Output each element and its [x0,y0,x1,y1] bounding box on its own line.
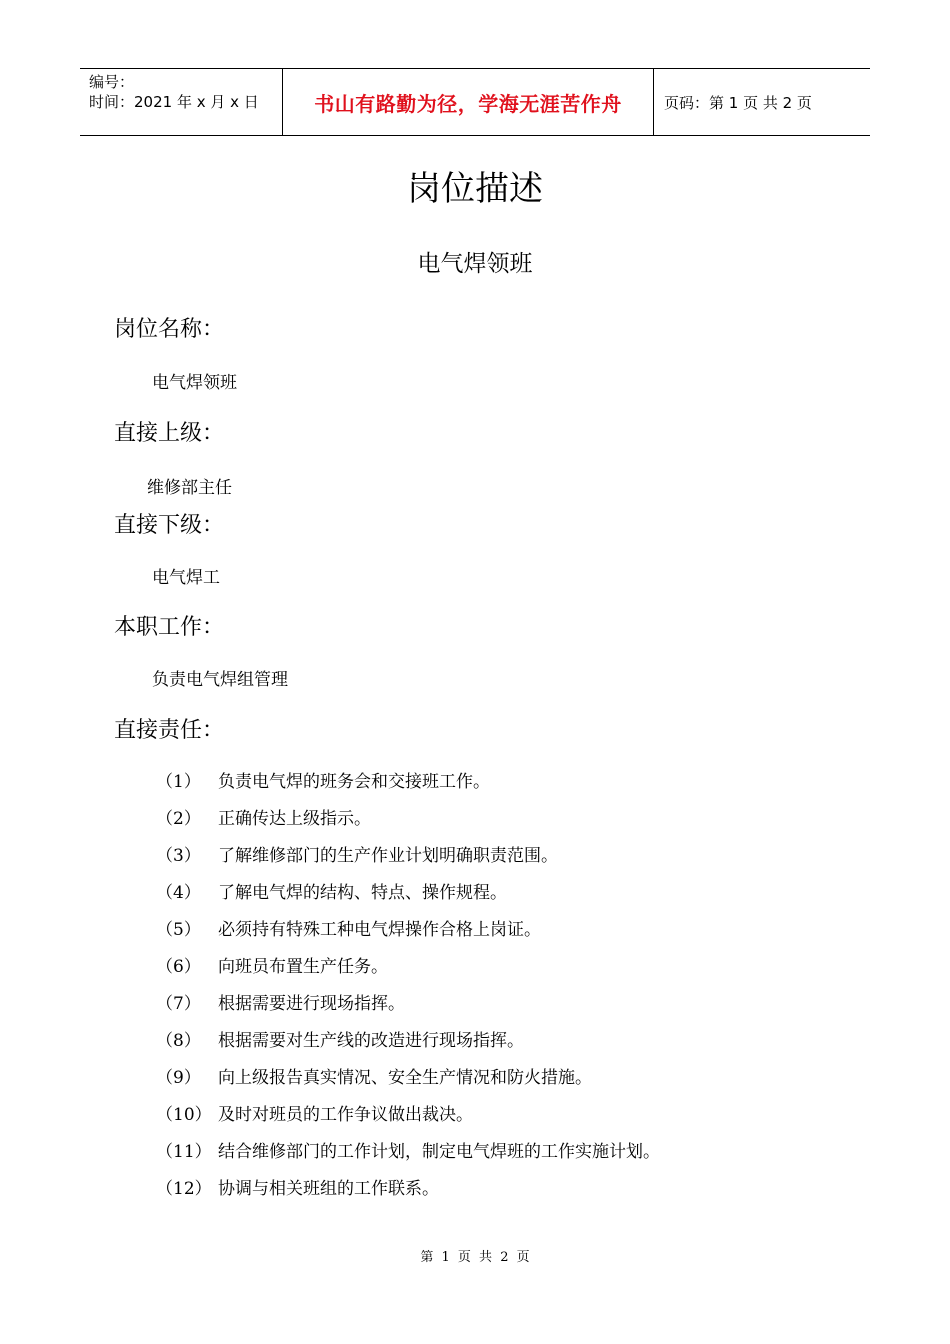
duty-item [156,1103,473,1127]
duty-item [156,1177,439,1201]
header-page-cell [654,69,870,135]
duty-text: 向上级报告真实情况、安全生产情况和防火措施。 [218,1068,592,1088]
duty-text: 向班员布置生产任务。 [218,957,388,977]
duty-text: 了解维修部门的生产作业计划明确职责范围。 [218,846,558,866]
section-heading-name: 岗位名称： [114,317,225,342]
section-heading-subordinate: 直接下级： [114,513,225,538]
duty-number: （1） [156,772,201,792]
doc-code-label: 编号： [89,73,135,91]
header-motto: 书山有路勤为径，学海无涯苦作舟 [314,91,622,116]
doc-title: 岗位描述 [407,169,543,209]
duty-text: 结合维修部门的工作计划，制定电气焊班的工作实施计划。 [218,1142,660,1162]
duty-text: 必须持有特殊工种电气焊操作合格上岗证。 [218,920,541,940]
header-motto-cell [282,69,654,135]
duty-text: 协调与相关班组的工作联系。 [218,1179,439,1199]
duty-number: （9） [156,1068,201,1088]
section-heading-job: 本职工作： [114,615,225,640]
page-header [80,68,870,136]
duty-item [156,992,405,1016]
duty-text: 负责电气焊的班务会和交接班工作。 [218,772,490,792]
duty-number: （2） [156,809,201,829]
duty-number: （7） [156,994,201,1014]
duty-number: （12） [156,1179,212,1199]
section-heading-superior: 直接上级： [114,421,225,446]
doc-subtitle: 电气焊领班 [417,251,533,277]
duty-number: （10） [156,1105,212,1125]
duty-item [156,770,490,794]
section-content-job: 负责电气焊组管理 [152,670,288,690]
duty-number: （3） [156,846,201,866]
duty-number: （8） [156,1031,201,1051]
duty-item [156,955,388,979]
duty-item [156,881,507,905]
header-page-label: 页码：第 1 页 共 2 页 [664,93,812,112]
duty-item [156,1066,592,1090]
duty-item [156,1140,660,1164]
section-content-superior: 维修部主任 [147,478,232,498]
duty-item [156,844,558,868]
duty-text: 根据需要进行现场指挥。 [218,994,405,1014]
duty-text: 正确传达上级指示。 [218,809,371,829]
section-content-name: 电气焊领班 [152,373,237,393]
duty-number: （5） [156,920,201,940]
duty-text: 及时对班员的工作争议做出裁决。 [218,1105,473,1125]
header-info-cell [80,69,282,135]
duty-text: 了解电气焊的结构、特点、操作规程。 [218,883,507,903]
duty-number: （6） [156,957,201,977]
doc-date-label: 时间：2021 年 x 月 x 日 [89,93,259,111]
duty-text: 根据需要对生产线的改造进行现场指挥。 [218,1031,524,1051]
duty-number: （4） [156,883,201,903]
section-heading-duties: 直接责任： [114,718,225,743]
section-content-subordinate: 电气焊工 [152,568,220,588]
duty-item [156,918,541,942]
page-footer: 第 1 页 共 2 页 [420,1250,530,1265]
duty-item [156,1029,524,1053]
duty-item [156,807,371,831]
duty-number: （11） [156,1142,212,1162]
